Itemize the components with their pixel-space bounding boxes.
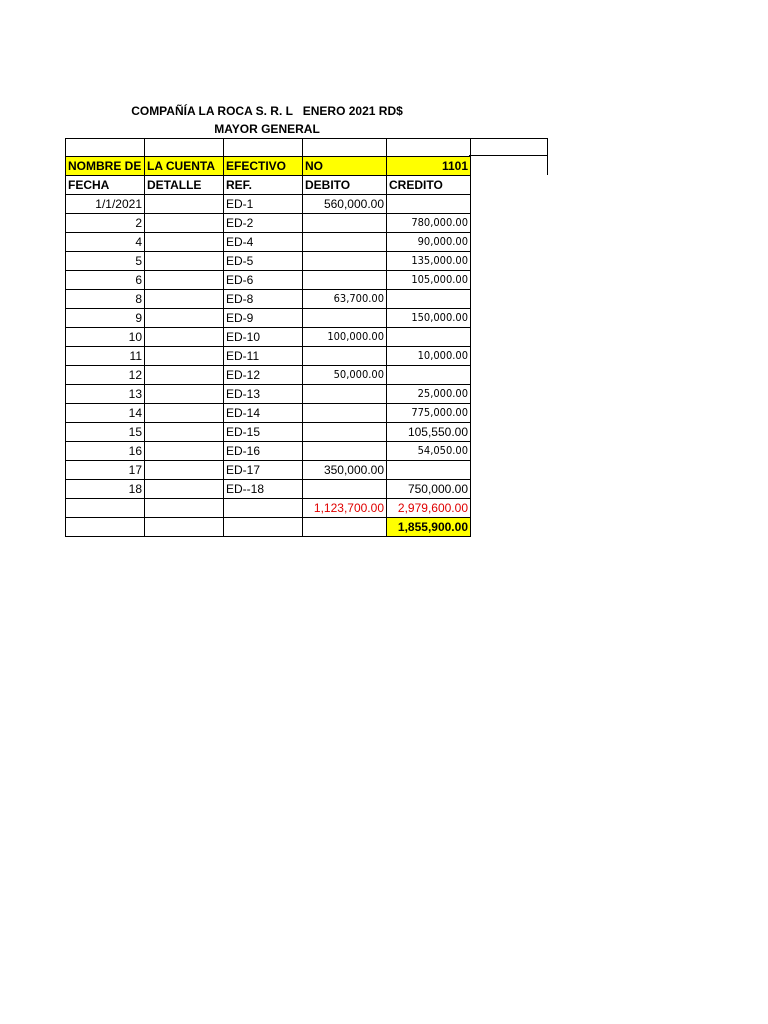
table-row: [66, 233, 471, 252]
fecha-cell[interactable]: 5: [66, 252, 145, 271]
fecha-cell[interactable]: 6: [66, 271, 145, 290]
debito-cell[interactable]: [303, 271, 387, 290]
debito-cell[interactable]: [303, 252, 387, 271]
detalle-cell[interactable]: [145, 195, 224, 214]
fecha-cell[interactable]: 18: [66, 480, 145, 499]
side-cell-top[interactable]: [469, 138, 548, 156]
credito-cell[interactable]: 10,000.00: [387, 347, 471, 366]
total-credito[interactable]: 2,979,600.00: [387, 499, 471, 518]
cell[interactable]: [66, 518, 145, 537]
table-row: [66, 404, 471, 423]
table-row: [66, 461, 471, 480]
ref-cell[interactable]: ED-5: [224, 252, 303, 271]
detalle-cell[interactable]: [145, 385, 224, 404]
ref-cell[interactable]: ED-4: [224, 233, 303, 252]
cell[interactable]: [303, 518, 387, 537]
debito-cell[interactable]: [303, 480, 387, 499]
credito-cell[interactable]: [387, 366, 471, 385]
ref-cell[interactable]: ED-6: [224, 271, 303, 290]
cell[interactable]: [66, 139, 145, 157]
detalle-cell[interactable]: [145, 366, 224, 385]
fecha-cell[interactable]: 8: [66, 290, 145, 309]
ref-cell[interactable]: ED-15: [224, 423, 303, 442]
debito-cell[interactable]: 560,000.00: [303, 195, 387, 214]
account-number-cell[interactable]: 1101: [387, 157, 471, 176]
table-row: [66, 252, 471, 271]
credito-cell[interactable]: [387, 290, 471, 309]
fecha-cell[interactable]: 16: [66, 442, 145, 461]
credito-cell[interactable]: 150,000.00: [387, 309, 471, 328]
debito-cell[interactable]: [303, 423, 387, 442]
debito-cell[interactable]: 63,700.00: [303, 290, 387, 309]
ref-cell[interactable]: ED-10: [224, 328, 303, 347]
table-row: [66, 328, 471, 347]
table-row: [66, 480, 471, 499]
fecha-cell[interactable]: 17: [66, 461, 145, 480]
credito-cell[interactable]: [387, 328, 471, 347]
debito-cell[interactable]: 50,000.00: [303, 366, 387, 385]
detalle-cell[interactable]: [145, 404, 224, 423]
detalle-cell[interactable]: [145, 423, 224, 442]
ref-cell[interactable]: ED-16: [224, 442, 303, 461]
account-no-label-cell[interactable]: NO: [303, 157, 387, 176]
cell[interactable]: [303, 139, 387, 157]
debito-cell[interactable]: [303, 385, 387, 404]
credito-cell[interactable]: [387, 195, 471, 214]
table-row: [66, 442, 471, 461]
credito-cell[interactable]: 105,550.00: [387, 423, 471, 442]
table-row: [66, 271, 471, 290]
credito-cell[interactable]: 90,000.00: [387, 233, 471, 252]
debito-cell[interactable]: [303, 233, 387, 252]
table-row: [66, 347, 471, 366]
account-row: [66, 157, 471, 176]
detalle-cell[interactable]: [145, 480, 224, 499]
ref-cell[interactable]: ED-11: [224, 347, 303, 366]
totals-row: [66, 499, 471, 518]
ref-cell[interactable]: ED-9: [224, 309, 303, 328]
header-ref[interactable]: REF.: [224, 176, 303, 195]
fecha-cell[interactable]: 9: [66, 309, 145, 328]
fecha-cell[interactable]: 2: [66, 214, 145, 233]
balance-value[interactable]: 1,855,900.00: [387, 518, 471, 537]
cell[interactable]: [224, 499, 303, 518]
ref-cell[interactable]: ED-8: [224, 290, 303, 309]
table-row: [66, 385, 471, 404]
ref-cell[interactable]: ED-17: [224, 461, 303, 480]
cell[interactable]: [224, 518, 303, 537]
report-subtitle: MAYOR GENERAL: [214, 122, 320, 136]
fecha-cell[interactable]: 10: [66, 328, 145, 347]
account-label-cell-2[interactable]: LA CUENTA: [145, 157, 224, 176]
column-header-row: [66, 176, 471, 195]
debito-cell[interactable]: [303, 214, 387, 233]
header-credito[interactable]: CREDITO: [387, 176, 471, 195]
report-title: COMPAÑÍA LA ROCA S. R. L ENERO 2021 RD$: [131, 104, 403, 118]
table-row: [66, 366, 471, 385]
fecha-cell[interactable]: 12: [66, 366, 145, 385]
debito-cell[interactable]: [303, 347, 387, 366]
detalle-cell[interactable]: [145, 290, 224, 309]
table-row: [66, 290, 471, 309]
fecha-cell[interactable]: 1/1/2021: [66, 195, 145, 214]
credito-cell[interactable]: 54,050.00: [387, 442, 471, 461]
credito-cell[interactable]: [387, 461, 471, 480]
detalle-cell[interactable]: [145, 271, 224, 290]
table-row: [66, 309, 471, 328]
side-cell-border: [469, 156, 548, 175]
ref-cell[interactable]: ED--18: [224, 480, 303, 499]
fecha-cell[interactable]: 14: [66, 404, 145, 423]
detalle-cell[interactable]: [145, 328, 224, 347]
detalle-cell[interactable]: [145, 442, 224, 461]
ref-cell[interactable]: ED-13: [224, 385, 303, 404]
cell[interactable]: [145, 139, 224, 157]
detalle-cell[interactable]: [145, 461, 224, 480]
fecha-cell[interactable]: 15: [66, 423, 145, 442]
credito-cell[interactable]: 775,000.00: [387, 404, 471, 423]
debito-cell[interactable]: [303, 309, 387, 328]
balance-row: [66, 518, 471, 537]
ref-cell[interactable]: ED-14: [224, 404, 303, 423]
account-name-cell[interactable]: EFECTIVO: [224, 157, 303, 176]
debito-cell[interactable]: 100,000.00: [303, 328, 387, 347]
cell[interactable]: [145, 499, 224, 518]
ledger-body: [66, 195, 471, 499]
detalle-cell[interactable]: [145, 347, 224, 366]
credito-cell[interactable]: 780,000.00: [387, 214, 471, 233]
ref-cell[interactable]: ED-1: [224, 195, 303, 214]
cell[interactable]: [66, 499, 145, 518]
cell[interactable]: [224, 139, 303, 157]
fecha-cell[interactable]: 4: [66, 233, 145, 252]
credito-cell[interactable]: 135,000.00: [387, 252, 471, 271]
ledger-table: [65, 138, 471, 537]
credito-cell[interactable]: 750,000.00: [387, 480, 471, 499]
fecha-cell[interactable]: 13: [66, 385, 145, 404]
ref-cell[interactable]: ED-2: [224, 214, 303, 233]
debito-cell[interactable]: [303, 404, 387, 423]
header-detalle[interactable]: DETALLE: [145, 176, 224, 195]
debito-cell[interactable]: 350,000.00: [303, 461, 387, 480]
cell[interactable]: [387, 139, 471, 157]
fecha-cell[interactable]: 11: [66, 347, 145, 366]
ref-cell[interactable]: ED-12: [224, 366, 303, 385]
header-debito[interactable]: DEBITO: [303, 176, 387, 195]
table-row: [66, 214, 471, 233]
detalle-cell[interactable]: [145, 233, 224, 252]
credito-cell[interactable]: 25,000.00: [387, 385, 471, 404]
table-row: [66, 423, 471, 442]
account-label-cell-1[interactable]: NOMBRE DE: [66, 157, 145, 176]
total-debito[interactable]: 1,123,700.00: [303, 499, 387, 518]
detalle-cell[interactable]: [145, 252, 224, 271]
detalle-cell[interactable]: [145, 309, 224, 328]
detalle-cell[interactable]: [145, 214, 224, 233]
header-fecha[interactable]: FECHA: [66, 176, 145, 195]
blank-top-row: [66, 139, 471, 157]
credito-cell[interactable]: 105,000.00: [387, 271, 471, 290]
table-row: [66, 195, 471, 214]
cell[interactable]: [145, 518, 224, 537]
debito-cell[interactable]: [303, 442, 387, 461]
